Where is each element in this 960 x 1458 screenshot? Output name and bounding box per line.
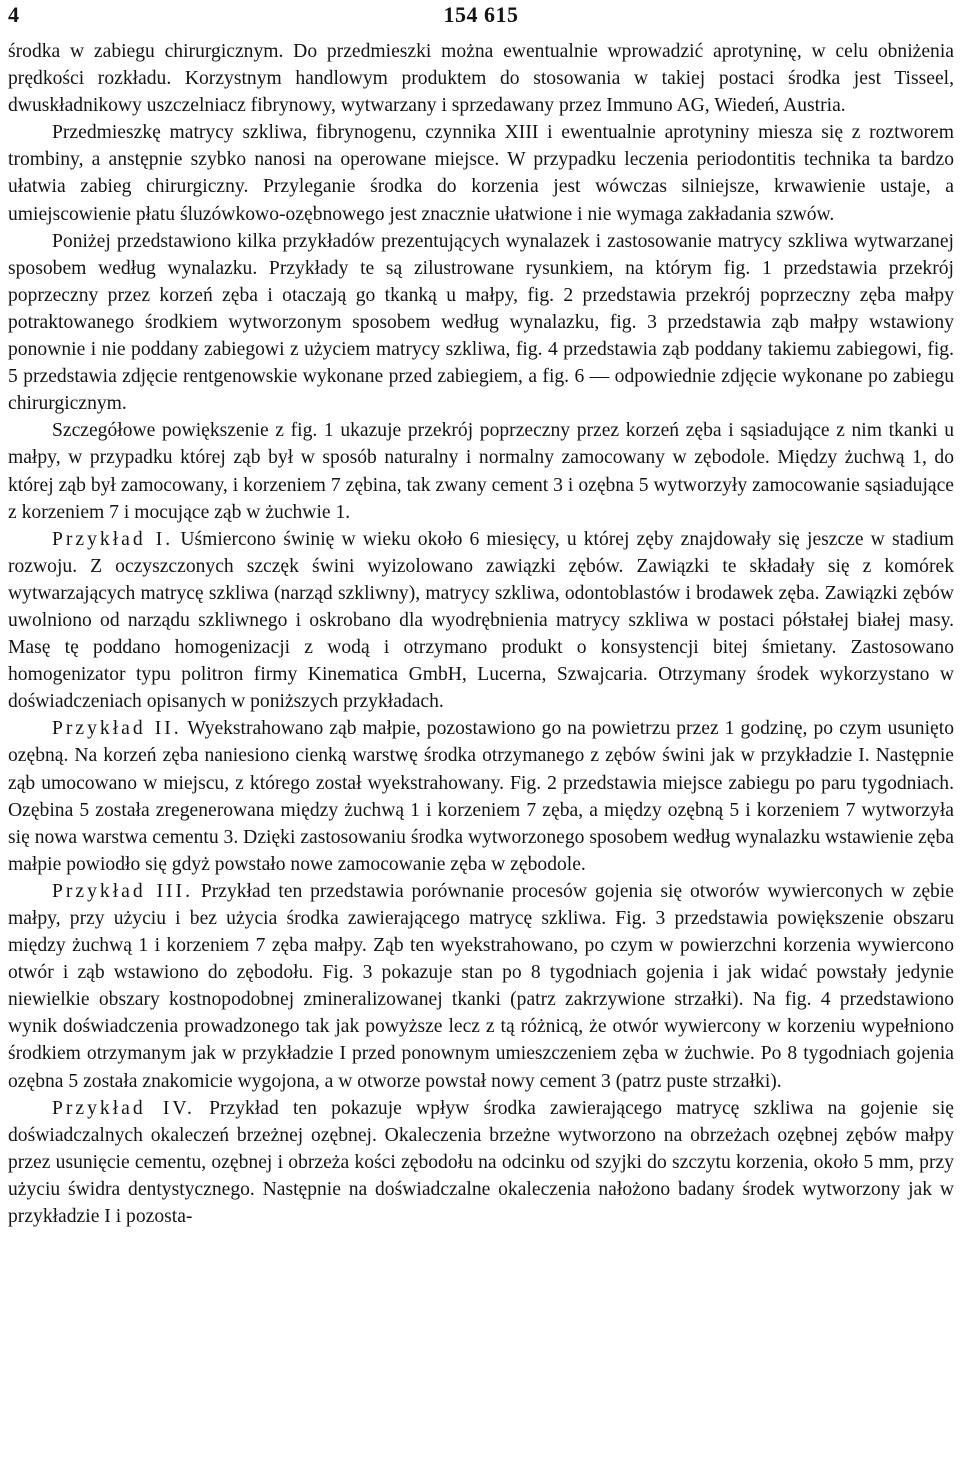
body-text xyxy=(8,38,954,1230)
paragraph-text: środka w zabiegu chirurgicznym. Do przedmieszki można ewentualnie wprowadzić aprotyninę, w celu obniżenia prędkości rozkładu. Korzystnym handlowym produktem do stosowania w takiej postaci środka jest Tisseel, dwuskładnikowy uszczelniacz fibrynowy, wytwarzany i sprzedawany przez Immuno AG, Wiedeń, Austria. xyxy=(8,41,954,117)
paragraph-text: Szczegółowe powiększenie z fig. 1 ukazuje przekrój poprzeczny przez korzeń zęba i sąsiadujące z nim tkanki u małpy, w przypadku której ząb był w sposób naturalny i normalny zamocowany w zębodole. Między żuchwą 1, do której ząb był zamocowany, i korzeniem 7 zębina, tak zwany cement 3 i ozębna 5 wytworzyły zamocowanie sąsiadujące z korzeniem 7 i mocujące ząb w żuchwie 1. xyxy=(8,420,954,523)
example-label: Przykład IV. xyxy=(52,1097,195,1119)
paragraph-premix xyxy=(8,119,954,227)
example-label: Przykład II. xyxy=(52,718,182,740)
paragraph-text: Przedmieszkę matrycy szkliwa, fibrynogenu, czynnika XIII i ewentualnie aprotyniny miesza się z roztworem trombiny, a anstępnie szybko nanosi na operowane miejsce. W przypadku leczenia periodontitis technika ta bardzo ułatwia zabieg chirurgiczny. Przyleganie środka do korzenia jest wówczas silniejsze, krwawienie ustaje, a umiejscowienie płatu śluzówkowo-ozębnowego jest znacznie ułatwione i nie wymaga zakładania szwów. xyxy=(8,122,954,225)
paragraph-example-4 xyxy=(8,1095,954,1230)
paragraph-text: Wyekstrahowano ząb małpie, pozostawiono go na powietrzu przez 1 godzinę, po czym usunięto ozębną. Na korzeń zęba naniesiono cienką warstwę środka otrzymanego z zębów świni jak w przykładzie I. Następnie ząb umocowano w miejscu, z którego został wyekstrahowany. Fig. 2 przedstawia miejsce zabiegu po paru tygodniach. Ozębina 5 została zregenerowana między żuchwą 1 i korzeniem 7 zęba, a między ozębną 5 i korzeniem 7 wytworzyła się nowa warstwa cementu 3. Dzięki zastosowaniu środka wytworzonego sposobem według wynalazku wstawienie zęba małpie powiodło się gdyż powstało nowe zamocowanie zęba w zębodole. xyxy=(8,718,954,875)
patent-number: 154 615 xyxy=(443,2,519,27)
page-header xyxy=(8,0,954,38)
example-label: Przykład I. xyxy=(52,528,174,550)
paragraph-text: Przykład ten przedstawia porównanie procesów gojenia się otworów wywierconych w zębie małpy, przy użyciu i bez użycia środka zawierającego matrycę szkliwa. Fig. 3 przedstawia powiększenie obszaru między żuchwą 1 i korzeniem 7 zęba małpy. Ząb ten wyekstrahowano, po czym w powierzchni korzenia wywiercono otwór i ząb wstawiono do zębodołu. Fig. 3 pokazuje stan po 8 tygodniach gojenia i jak widać powstały jedynie niewielkie obszary kostnopodobnej zmineralizowanej tkanki (patrz zakrzywione strzałki). Na fig. 4 przedstawiono wynik doświadczenia prowadzonego tak jak powyższe lecz z tą różnicą, że otwór wywiercony w korzeniu wypełniono środkiem otrzymanym jak w przykładzie I przed ponownym umieszczeniem zęba w żuchwie. Po 8 tygodniach gojenia ozębna 5 została znakomicie wygojona, a w otworze powstał nowy cement 3 (patrz puste strzałki). xyxy=(8,880,954,1092)
paragraph-text: Przykład ten pokazuje wpływ środka zawierającego matrycę szkliwa na gojenie się doświadczalnych okaleczeń brzeżnej ozębnej. Okaleczenia brzeżne wytworzono na obrzeżach ozębnej zębów małpy przez usunięcie cementu, ozębnej i obrzeża kości zębodołu na odcinku od szyjki do szczytu korzenia, około 5 mm, przy użyciu świdra dentystycznego. Następnie na doświadczalne okaleczenia nałożono badany środek wytworzony jak w przykładzie I i pozosta- xyxy=(8,1097,954,1228)
paragraph-text: Poniżej przedstawiono kilka przykładów prezentujących wynalazek i zastosowanie matrycy szkliwa wytwarzanej sposobem według wynalazku. Przykłady te są zilustrowane rysunkiem, na którym fig. 1 przedstawia przekrój poprzeczny przez korzeń zęba i otaczają go tkanką u małpy, fig. 2 przedstawia przekrój poprzeczny zęba małpy potraktowanego środkiem wytworzonym sposobem według wynalazku, fig. 3 przedstawia ząb małpy wstawiony ponownie i nie poddany zabiegowi z użyciem matrycy szkliwa, fig. 4 przedstawia ząb poddany takiemu zabiegowi, fig. 5 przedstawia zdjęcie rentgenowskie wykonane przed zabiegiem, a fig. 6 — odpowiednie zdjęcie wykonane po zabiegu chirurgicznym. xyxy=(8,230,954,415)
paragraph-intro-continuation xyxy=(8,38,954,119)
example-label: Przykład III. xyxy=(52,880,193,902)
paragraph-example-2 xyxy=(8,715,954,878)
paragraph-text: Uśmiercono świnię w wieku około 6 miesięcy, u której zęby znajdowały się jeszcze w stadium rozwoju. Z oczyszczonych szczęk świni wyizolowano zawiązki zębów. Zawiązki te składały się z komórek wytwarzających matrycę szkliwa (narząd szkliwny), matrycy szkliwa, odontoblastów i brodawek zęba. Zawiązki zębów uwolniono od narządu szkliwnego i oskrobano dla wyodrębnienia matrycy szkliwa w postaci półstałej białej masy. Masę tę poddano homogenizacji z wodą i otrzymano produkt o konsystencji bitej śmietany. Zastosowano homogenizator typu politron firmy Kinematica GmbH, Lucerna, Szwajcaria. Otrzymany środek wykorzystano w doświadczeniach opisanych w poniższych przykładach. xyxy=(8,528,954,713)
paragraph-examples-intro xyxy=(8,228,954,418)
page-number: 4 xyxy=(8,2,19,27)
paragraph-fig1-detail xyxy=(8,417,954,525)
paragraph-example-1 xyxy=(8,526,954,716)
paragraph-example-3 xyxy=(8,878,954,1095)
